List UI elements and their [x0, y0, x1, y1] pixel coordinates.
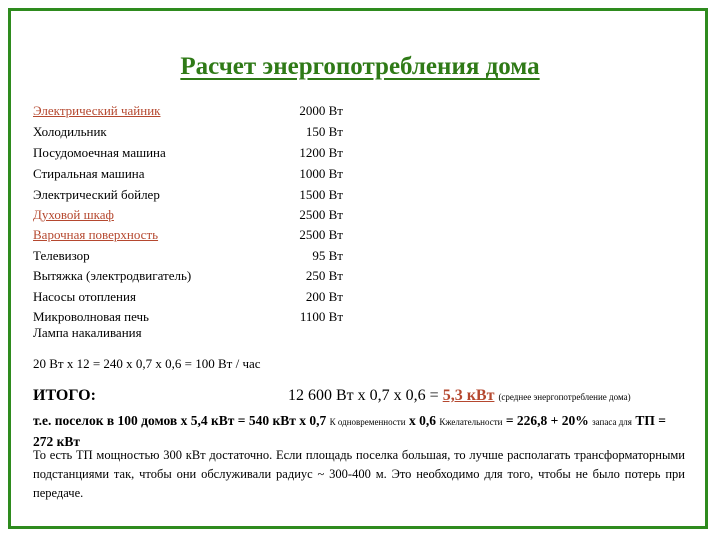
reserve-note: запаса для — [592, 417, 632, 427]
appliance-name: Стиральная машина — [33, 166, 145, 181]
appliance-power: 1100 Вт — [299, 309, 343, 324]
appliance-name-link[interactable]: Духовой шкаф — [33, 207, 114, 222]
settlement-part-4: ТП = 272 кВт — [33, 413, 666, 449]
appliance-name: Посудомоечная машина — [33, 145, 166, 160]
appliance-power: 150 Вт — [305, 124, 343, 139]
appliance-power: 2500 Вт — [299, 207, 343, 222]
appliance-row — [33, 187, 343, 207]
appliance-name: Микроволновая печь — [33, 309, 149, 324]
appliance-name: Лампа накаливания — [33, 325, 142, 340]
appliance-name: Насосы отопления — [33, 289, 136, 304]
settlement-part-1: т.е. поселок в 100 домов х 5,4 кВт = 540 кВт х 0,7 — [33, 413, 330, 428]
coefficient-simultaneity: К одновременности — [329, 417, 406, 427]
total-note: (среднее энергопотребление дома) — [498, 392, 631, 402]
appliance-row — [33, 325, 343, 345]
lamp-calculation: 20 Вт х 12 = 240 х 0,7 х 0,6 = 100 Вт / час — [33, 356, 261, 371]
appliance-power: 1500 Вт — [299, 187, 343, 202]
appliance-power: 200 Вт — [305, 289, 343, 304]
appliance-row — [33, 207, 343, 227]
settlement-part-2: х 0,6 — [405, 413, 440, 428]
total-label: ИТОГО: — [33, 387, 96, 404]
appliance-row — [33, 124, 343, 144]
appliance-name-link[interactable]: Варочная поверхность — [33, 227, 159, 242]
appliance-power: 250 Вт — [305, 268, 343, 283]
appliance-row — [33, 145, 343, 165]
page-title: Расчет энергопотребления дома — [180, 53, 540, 80]
total-result-link[interactable]: 5,3 кВт — [442, 387, 495, 404]
appliance-row — [33, 248, 343, 268]
settlement-part-3: = 226,8 + 20% — [502, 413, 593, 428]
appliance-power: 95 Вт — [312, 248, 343, 263]
appliance-power: 2000 Вт — [299, 103, 343, 118]
appliance-row — [33, 227, 343, 247]
appliance-power: 1000 Вт — [299, 166, 343, 181]
appliance-name: Телевизор — [33, 248, 90, 263]
appliance-row — [33, 268, 343, 288]
appliance-name: Холодильник — [33, 124, 107, 139]
appliance-power: 2500 Вт — [299, 227, 343, 242]
total-formula: 12 600 Вт х 0,7 х 0,6 = — [288, 387, 443, 404]
appliance-name-link[interactable]: Электрический чайник — [33, 103, 161, 118]
appliance-power: 1200 Вт — [299, 145, 343, 160]
settlement-calculation — [33, 411, 685, 451]
appliance-name: Вытяжка (электродвигатель) — [33, 268, 192, 283]
conclusion-paragraph: То есть ТП мощностью 300 кВт достаточно. Если площадь поселка большая, то лучше располагать трансформаторными подстанциями так, чтобы они обслуживали радиус ~ 300-400 м. Это необходимо для того, чтобы не было потерь при передаче. — [33, 448, 685, 500]
appliance-row — [33, 103, 343, 123]
appliance-name: Электрический бойлер — [33, 187, 160, 202]
appliance-row — [33, 166, 343, 186]
total-expression — [288, 387, 631, 405]
appliance-row — [33, 289, 343, 309]
coefficient-desirability: Кжелательности — [439, 417, 503, 427]
